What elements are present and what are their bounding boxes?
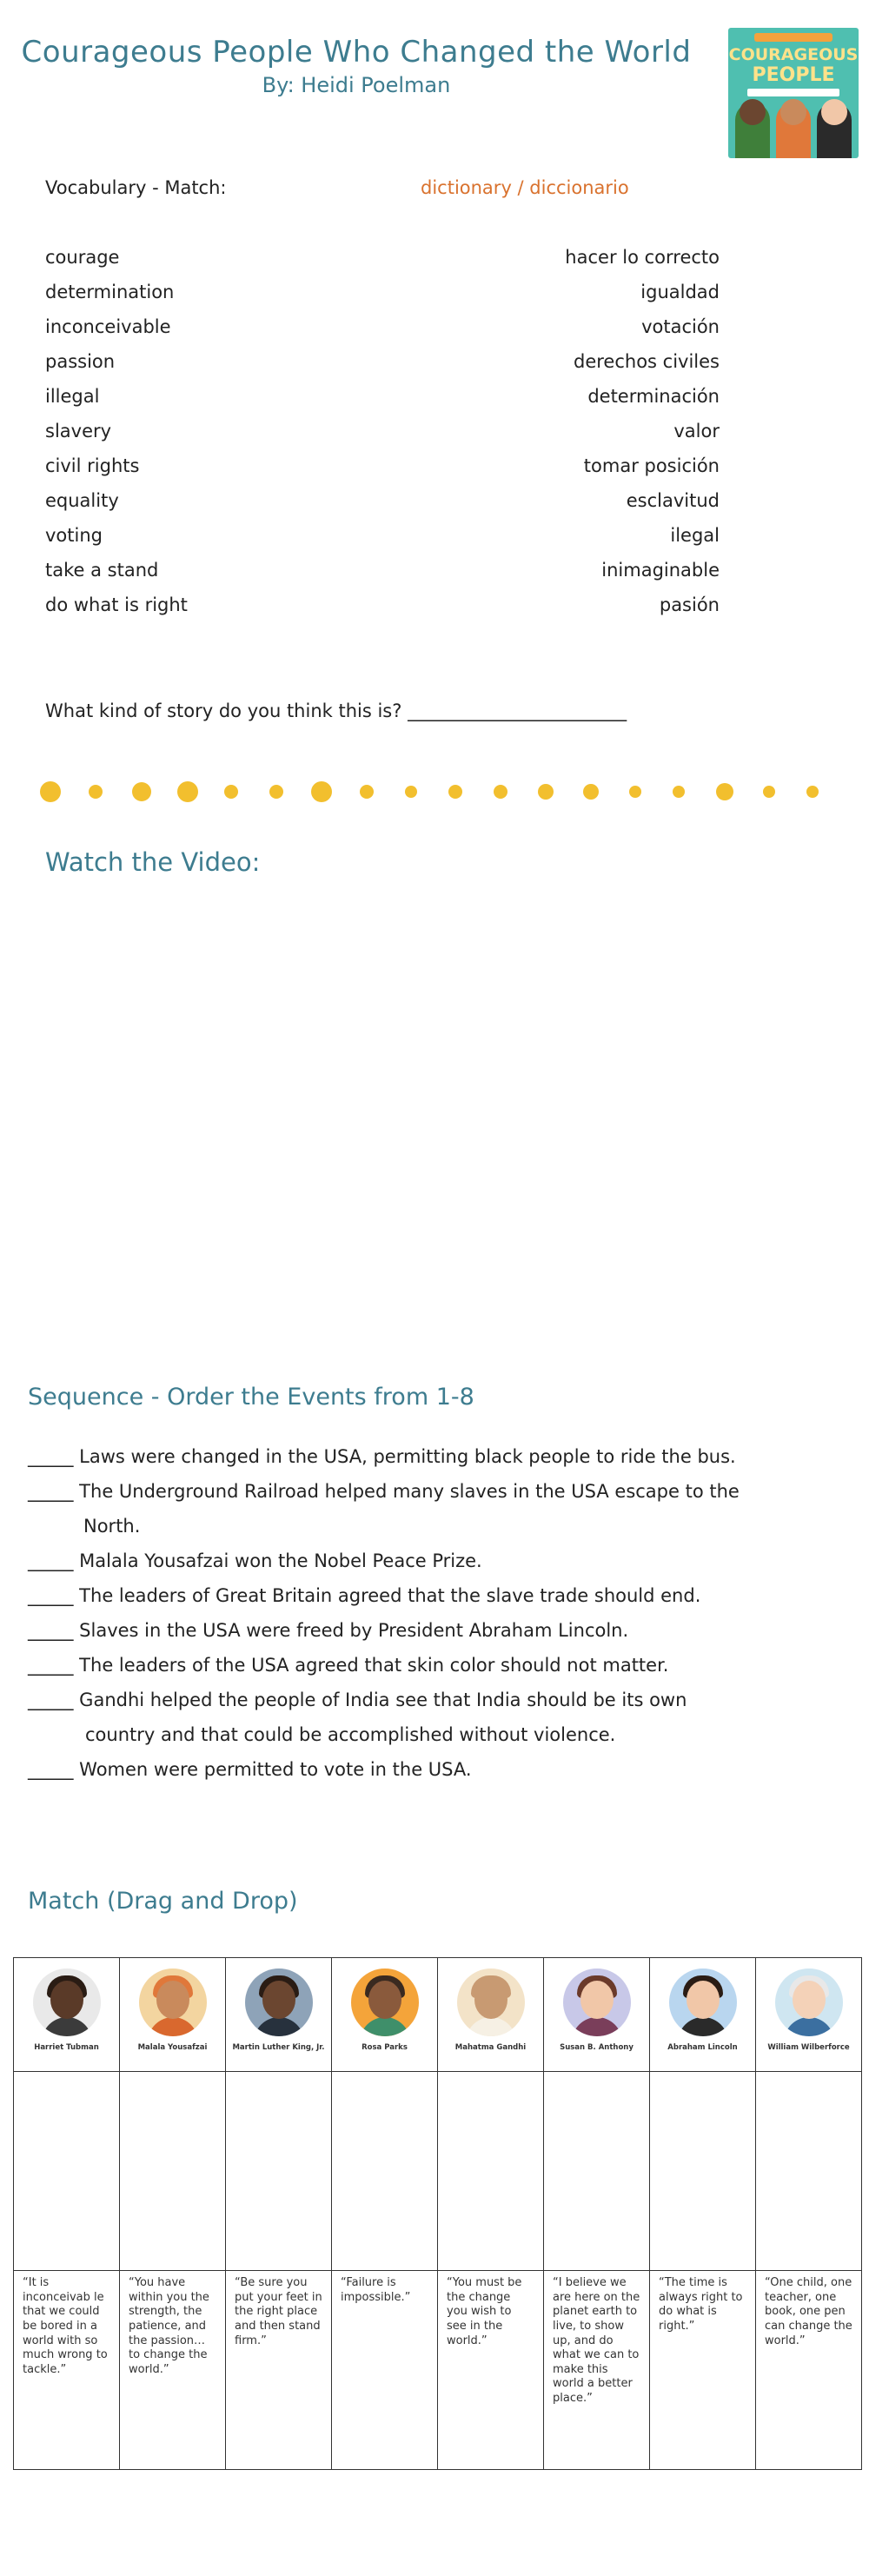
quote-card[interactable]: “The time is always right to do what is right.” <box>659 2276 743 2333</box>
person-name: Susan B. Anthony <box>560 2043 634 2052</box>
vocab-english-word[interactable]: courage <box>45 247 120 268</box>
vocab-english-word[interactable]: civil rights <box>45 455 140 476</box>
person-cell <box>650 1958 756 2072</box>
person-portrait <box>563 1969 631 2036</box>
vocab-english-word[interactable]: voting <box>45 525 103 546</box>
quote-card[interactable]: “It is inconceivab le that we could be bored in a world with so much wrong to tackle.” <box>23 2276 108 2376</box>
portrait-row <box>14 1958 862 2072</box>
vocab-spanish-word[interactable]: determinación <box>587 386 720 407</box>
person-name: William Wilberforce <box>767 2043 850 2052</box>
vocab-spanish-word[interactable]: igualdad <box>640 282 720 302</box>
person-cell <box>226 1958 332 2072</box>
quote-cell[interactable] <box>14 2271 120 2470</box>
vocab-spanish-word[interactable]: hacer lo correcto <box>565 247 720 268</box>
worksheet-title: Courageous People Who Changed the World <box>21 35 692 70</box>
sequence-event[interactable]: _____ The leaders of the USA agreed that skin color should not matter. <box>28 1655 669 1676</box>
vocab-spanish-word[interactable]: esclavitud <box>626 490 720 511</box>
person-cell <box>756 1958 862 2072</box>
sequence-event[interactable]: _____ The leaders of Great Britain agreed that the slave trade should end. <box>28 1585 701 1606</box>
person-portrait <box>33 1969 101 2036</box>
person-portrait <box>139 1969 207 2036</box>
quote-cell[interactable] <box>756 2271 862 2470</box>
video-heading: Watch the Video: <box>45 847 261 877</box>
cover-title-line-2: PEOPLE <box>752 64 835 86</box>
person-portrait <box>245 1969 313 2036</box>
person-portrait <box>457 1969 525 2036</box>
person-cell <box>544 1958 650 2072</box>
person-name: Martin Luther King, Jr. <box>232 2043 325 2052</box>
drop-zone[interactable] <box>756 2072 862 2271</box>
drop-zone[interactable] <box>14 2072 120 2271</box>
person-portrait <box>669 1969 737 2036</box>
vocab-english-word[interactable]: slavery <box>45 421 112 442</box>
person-cell <box>438 1958 544 2072</box>
sequence-event[interactable]: _____ Malala Yousafzai won the Nobel Peace Prize. <box>28 1550 482 1571</box>
quote-card[interactable]: “One child, one teacher, one book, one pen can change the world.” <box>765 2276 852 2347</box>
person-portrait <box>351 1969 419 2036</box>
sequence-event-continuation: country and that could be accomplished without violence. <box>85 1724 616 1745</box>
author-line: By: Heidi Poelman <box>262 73 451 97</box>
person-cell <box>14 1958 120 2072</box>
cover-title-line-1: COURAGEOUS <box>728 45 859 64</box>
quote-cell[interactable] <box>120 2271 226 2470</box>
person-portrait <box>775 1969 843 2036</box>
vocab-spanish-word[interactable]: derechos civiles <box>574 351 720 372</box>
vocab-spanish-word[interactable]: inimaginable <box>601 560 720 581</box>
vocab-spanish-word[interactable]: tomar posición <box>583 455 720 476</box>
vocabulary-heading: Vocabulary - Match: <box>45 177 227 198</box>
match-table <box>13 1957 862 2470</box>
vocab-english-word[interactable]: do what is right <box>45 594 188 615</box>
sequence-event-continuation: North. <box>83 1516 141 1537</box>
quote-card[interactable]: “You have within you the strength, the patience, and the passion…to change the world.” <box>129 2276 209 2376</box>
vocab-english-word[interactable]: passion <box>45 351 116 372</box>
vocab-spanish-word[interactable]: valor <box>673 421 720 442</box>
quote-row <box>14 2271 862 2470</box>
quote-cell[interactable] <box>650 2271 756 2470</box>
sequence-event[interactable]: _____ Women were permitted to vote in the USA. <box>28 1759 472 1780</box>
person-name: Rosa Parks <box>362 2043 408 2052</box>
sequence-event[interactable]: _____ Laws were changed in the USA, permitting black people to ride the bus. <box>28 1446 736 1467</box>
drop-zone[interactable] <box>332 2072 438 2271</box>
video-embed-area[interactable] <box>45 895 810 1347</box>
drop-zone[interactable] <box>544 2072 650 2271</box>
drop-zone[interactable] <box>226 2072 332 2271</box>
person-name: Malala Yousafzai <box>137 2043 208 2052</box>
vocab-english-word[interactable]: inconceivable <box>45 316 171 337</box>
quote-card[interactable]: “You must be the change you wish to see in the world.” <box>447 2276 522 2347</box>
quote-cell[interactable] <box>544 2271 650 2470</box>
sequence-event[interactable]: _____ Gandhi helped the people of India see that India should be its own <box>28 1690 687 1710</box>
drop-zone-row <box>14 2072 862 2271</box>
match-heading: Match (Drag and Drop) <box>28 1888 298 1915</box>
vocab-english-word[interactable]: equality <box>45 490 119 511</box>
dictionary-label: dictionary / diccionario <box>421 177 629 198</box>
vocab-spanish-word[interactable]: ilegal <box>670 525 720 546</box>
quote-card[interactable]: “Failure is impossible.” <box>341 2276 411 2304</box>
vocab-spanish-word[interactable]: pasión <box>659 594 720 615</box>
vocab-english-word[interactable]: illegal <box>45 386 100 407</box>
quote-cell[interactable] <box>226 2271 332 2470</box>
person-name: Harriet Tubman <box>34 2043 99 2052</box>
quote-card[interactable]: “Be sure you put your feet in the right place and then stand firm.” <box>235 2276 322 2347</box>
vocab-spanish-word[interactable]: votación <box>641 316 720 337</box>
sequence-event[interactable]: _____ The Underground Railroad helped many slaves in the USA escape to the <box>28 1481 740 1502</box>
book-cover-image <box>728 28 859 158</box>
vocab-english-word[interactable]: determination <box>45 282 175 302</box>
drop-zone[interactable] <box>650 2072 756 2271</box>
vocab-english-word[interactable]: take a stand <box>45 560 159 581</box>
quote-card[interactable]: “I believe we are here on the planet earth to live, to show up, and do what we can to make this world a better place.” <box>553 2276 640 2405</box>
quote-cell[interactable] <box>332 2271 438 2470</box>
drop-zone[interactable] <box>120 2072 226 2271</box>
drop-zone[interactable] <box>438 2072 544 2271</box>
sequence-heading: Sequence - Order the Events from 1-8 <box>28 1384 474 1411</box>
quote-cell[interactable] <box>438 2271 544 2470</box>
person-cell <box>120 1958 226 2072</box>
person-name: Mahatma Gandhi <box>454 2043 527 2052</box>
dot-divider <box>0 778 869 813</box>
story-question[interactable]: What kind of story do you think this is? ________________________ <box>45 700 627 721</box>
person-name: Abraham Lincoln <box>667 2043 738 2052</box>
person-cell <box>332 1958 438 2072</box>
sequence-event[interactable]: _____ Slaves in the USA were freed by President Abraham Lincoln. <box>28 1620 629 1641</box>
